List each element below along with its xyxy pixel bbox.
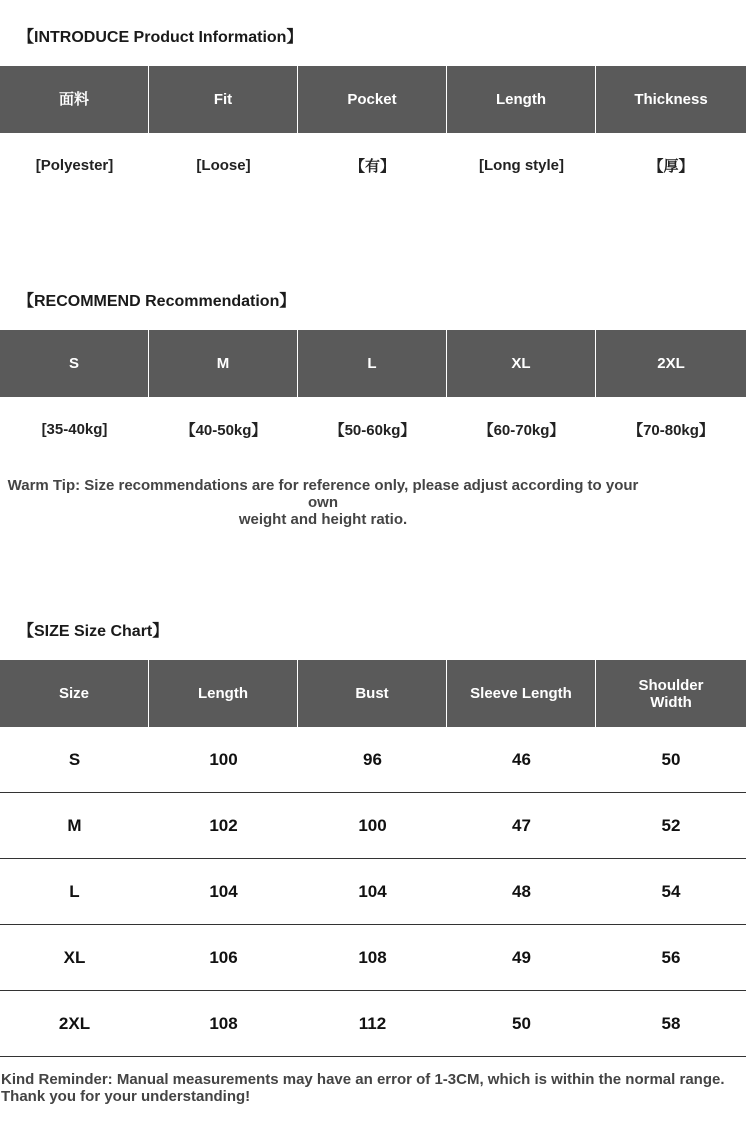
sleeve-length-cell: 46 [512, 749, 531, 769]
warm-tip-line2: weight and height ratio. [238, 511, 408, 528]
shoulder-width-cell: 58 [661, 1013, 681, 1033]
kind-reminder [1, 1071, 741, 1105]
introduce-value-row [0, 132, 746, 198]
length-cell: 106 [209, 947, 238, 967]
recommend-header-l: L [298, 330, 447, 397]
introduce-header-fabric: 面料 [0, 66, 149, 133]
introduce-value-fabric: [Polyester] [35, 156, 114, 174]
bust-cell: 108 [358, 947, 387, 967]
length-cell: 102 [209, 815, 238, 835]
warm-tip [5, 477, 641, 528]
table-row [0, 859, 746, 925]
sleeve-length-cell: 48 [512, 881, 531, 901]
size-cell: XL [63, 947, 86, 967]
size-chart-title: 【SIZE Size Chart】 [18, 623, 169, 640]
introduce-header-pocket: Pocket [298, 66, 447, 133]
size-chart-header-size: Size [0, 660, 149, 727]
introduce-header-length: Length [447, 66, 596, 133]
size-chart-header-length: Length [149, 660, 298, 727]
kind-reminder-line1: Kind Reminder: Manual measurements may have an error of 1-3CM, which is within the normal range. [1, 1071, 725, 1088]
recommend-header-xl: XL [447, 330, 596, 397]
recommend-header-row [0, 330, 746, 397]
introduce-value-length: [Long style] [479, 156, 564, 174]
size-chart-header-shoulder-width: Shoulder Width [596, 660, 746, 727]
recommend-value-m: 【40-50kg】 [180, 421, 267, 439]
shoulder-width-cell: 54 [661, 881, 681, 901]
table-row [0, 727, 746, 793]
size-chart-header-bust: Bust [298, 660, 447, 727]
size-cell: S [68, 749, 81, 769]
shoulder-width-cell: 56 [661, 947, 681, 967]
bust-cell: 112 [358, 1013, 387, 1033]
length-cell: 108 [209, 1013, 238, 1033]
recommend-value-xl: 【60-70kg】 [478, 421, 565, 439]
sleeve-length-cell: 49 [512, 947, 531, 967]
introduce-header-thickness: Thickness [596, 66, 746, 133]
size-chart-header-sleeve-length: Sleeve Length [447, 660, 596, 727]
sleeve-length-cell: 50 [512, 1013, 531, 1033]
size-cell: 2XL [58, 1013, 91, 1033]
introduce-value-pocket: 【有】 [349, 157, 395, 175]
recommend-value-2xl: 【70-80kg】 [628, 421, 714, 439]
bust-cell: 96 [363, 749, 382, 769]
shoulder-width-cell: 52 [661, 815, 681, 835]
introduce-title: 【INTRODUCE Product Information】 [18, 29, 303, 46]
size-cell: M [67, 815, 82, 835]
recommend-title: 【RECOMMEND Recommendation】 [18, 293, 296, 310]
recommend-value-row [0, 396, 746, 462]
introduce-value-fit: [Loose] [196, 156, 251, 174]
shoulder-width-cell: 50 [661, 749, 681, 769]
table-row [0, 793, 746, 859]
recommend-header-m: M [149, 330, 298, 397]
warm-tip-line1: Warm Tip: Size recommendations are for reference only, please adjust according to your own [7, 477, 639, 511]
bust-cell: 104 [358, 881, 387, 901]
recommend-value-s: [35-40kg] [41, 420, 108, 438]
length-cell: 100 [209, 749, 238, 769]
size-cell: L [69, 881, 80, 901]
bust-cell: 100 [358, 815, 387, 835]
sleeve-length-cell: 47 [512, 815, 531, 835]
introduce-header-fit: Fit [149, 66, 298, 133]
table-row [0, 991, 746, 1057]
recommend-header-s: S [0, 330, 149, 397]
length-cell: 104 [209, 881, 238, 901]
introduce-value-thickness: 【厚】 [648, 157, 694, 175]
size-chart-header-row [0, 660, 746, 727]
table-row [0, 925, 746, 991]
kind-reminder-line2: Thank you for your understanding! [1, 1088, 251, 1105]
recommend-header-2xl: 2XL [596, 330, 746, 397]
recommend-value-l: 【50-60kg】 [329, 421, 416, 439]
introduce-header-row [0, 66, 746, 133]
